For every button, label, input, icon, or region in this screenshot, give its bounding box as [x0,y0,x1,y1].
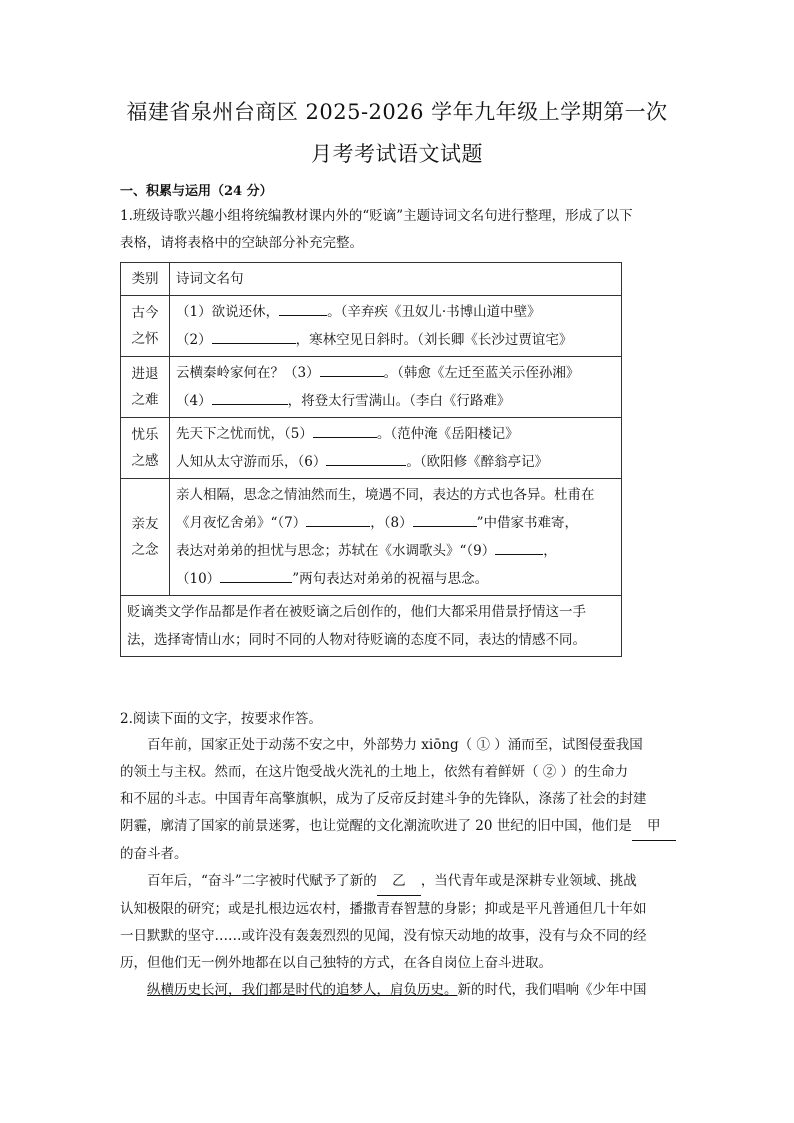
verse-text: 先天下之忧而忧，（5） [176,426,313,442]
verse-text: 。（范仲淹《岳阳楼记》 [376,426,519,442]
verse-text: 。（欧阳修《醉翁亭记》 [406,454,549,470]
fill-blank-4[interactable] [212,388,288,405]
category-text: 之感 [131,453,159,469]
verse-text: ，（8） [370,515,413,531]
content-cell [170,357,622,418]
passage-text: 历，但他们无一例外地都在以自己独特的方式，在各自岗位上奋斗进取。 [120,955,552,971]
question-1-line2: 表格，请将表格中的空缺部分补充完整。 [120,235,363,251]
verse-text: （4） [176,393,212,409]
fill-blank-10[interactable] [220,566,292,583]
category-text: 之念 [131,542,159,558]
table-summary [121,596,622,657]
category-text: 之难 [131,392,159,408]
category-text: 亲友 [131,516,159,532]
passage-text: 和不屈的斗志。中国青年高擎旗帜，成为了反帝反封建斗争的先锋队，涤荡了社会的封建 [120,791,647,807]
question-1-line1: 1.班级诗歌兴趣小组将统编教材课内外的“贬谪”主题诗词文名句进行整理，形成了以下 [120,208,633,224]
table-row [121,479,622,596]
table-row [121,296,622,357]
content-cell [170,418,622,479]
blank-yi[interactable]: 乙 [377,868,421,896]
category-cell [121,418,170,479]
verse-text: 。（韩愈《左迁至蓝关示侄孙湘》 [383,365,580,381]
table-header-row [121,263,622,296]
passage-text: 阴霾，廓清了国家的前景迷雾，也让觉醒的文化潮流吹进了 20 世纪的旧中国，他们是 [120,818,632,834]
category-cell [121,479,170,596]
verse-text: 《月夜忆舍弟》“（7） [176,515,307,531]
exam-title-line1: 福建省泉州台商区 2025-2026 学年九年级上学期第一次 [126,100,668,124]
category-text: 古今 [131,305,159,321]
underlined-sentence: 纵横历史长河，我们都是时代的追梦人，肩负历史。 [147,982,458,998]
verse-text: 表达对弟弟的担忧与思念；苏轼在《水调歌头》“（9） [176,543,496,559]
fill-blank-8[interactable] [413,510,477,527]
verse-text: （10） [176,571,221,587]
verse-text: ”两句表达对弟弟的祝福与思念。 [292,571,489,587]
fill-blank-9[interactable] [495,538,543,555]
fill-blank-5[interactable] [313,421,377,438]
section-heading: 一、积累与运用（24 分） [120,184,273,199]
question-1-prompt [120,203,680,257]
passage-text: 新的时代，我们唱响《少年中国 [457,982,647,998]
verse-text: 云横秦岭家何在？（3） [176,365,320,381]
reading-passage [120,732,680,1004]
fill-blank-6[interactable] [326,449,406,466]
verse-text: （2） [176,332,212,348]
fill-blank-7[interactable] [306,510,370,527]
passage-text: 百年前，国家正处于动荡不安之中，外部势力 xiōng（ ① ）涌而至，试图侵蚕我国 [147,737,643,753]
passage-text: 的奋斗者。 [120,846,188,862]
header-category: 类别 [121,263,170,296]
category-cell [121,296,170,357]
passage-text: ，当代青年或是深耕专业领域、挑战 [420,873,637,889]
fill-blank-2[interactable] [212,327,296,344]
category-cell [121,357,170,418]
verse-text: ，寒林空见日斜时。（刘长卿《长沙过贾谊宅》 [295,332,573,348]
poem-table [120,262,622,657]
table-row [121,357,622,418]
verse-text: （1）欲说还休， [176,304,280,320]
table-row [121,418,622,479]
passage-text: 认知极限的研究；或是扎根边远农村，播撒青春智慧的身影；抑或是平凡普通但几十年如 [120,901,647,917]
passage-text: 的领土与主权。然而，在这片饱受战火洗礼的土地上，依然有着鲜妍（ ② ）的生命力 [120,764,629,780]
passage-text: 百年后，“奋斗”二字被时代赋予了新的 [147,873,377,889]
verse-text: ， [543,543,557,559]
summary-text: 贬谪类文学作品都是作者在被贬谪之后创作的，他们大都采用借景抒情这一手 [127,604,586,620]
verse-text: 人知从太守游而乐，（6） [176,454,327,470]
verse-text: 亲人相隔，思念之情油然而生，境遇不同，表达的方式也各异。杜甫在 [176,487,595,503]
fill-blank-3[interactable] [320,360,384,377]
summary-text: 法，选择寄情山水；同时不同的人物对待贬谪的态度不同，表达的情感不同。 [127,632,586,648]
content-cell [170,479,622,596]
category-text: 进退 [131,366,159,382]
question-2-prompt: 2.阅读下面的文字，按要求作答。 [120,711,322,727]
passage-text: 一日默默的坚守……或许没有轰轰烈烈的见闻，没有惊天动地的故事，没有与众不同的经 [120,928,647,944]
verse-text: ”中借家书难寄， [476,515,578,531]
table-footer-row [121,596,622,657]
category-text: 之怀 [131,331,159,347]
content-cell [170,296,622,357]
verse-text: ，将登太行雪满山。（李白《行路难》 [287,393,511,409]
fill-blank-1[interactable] [279,299,327,316]
header-content: 诗词文名句 [170,263,622,296]
exam-title-line2: 月考考试语文试题 [311,142,483,166]
verse-text: 。（辛弃疾《丑奴儿·书博山道中壁》 [327,304,541,320]
blank-jia[interactable]: 甲 [632,813,676,841]
category-text: 忧乐 [131,427,159,443]
